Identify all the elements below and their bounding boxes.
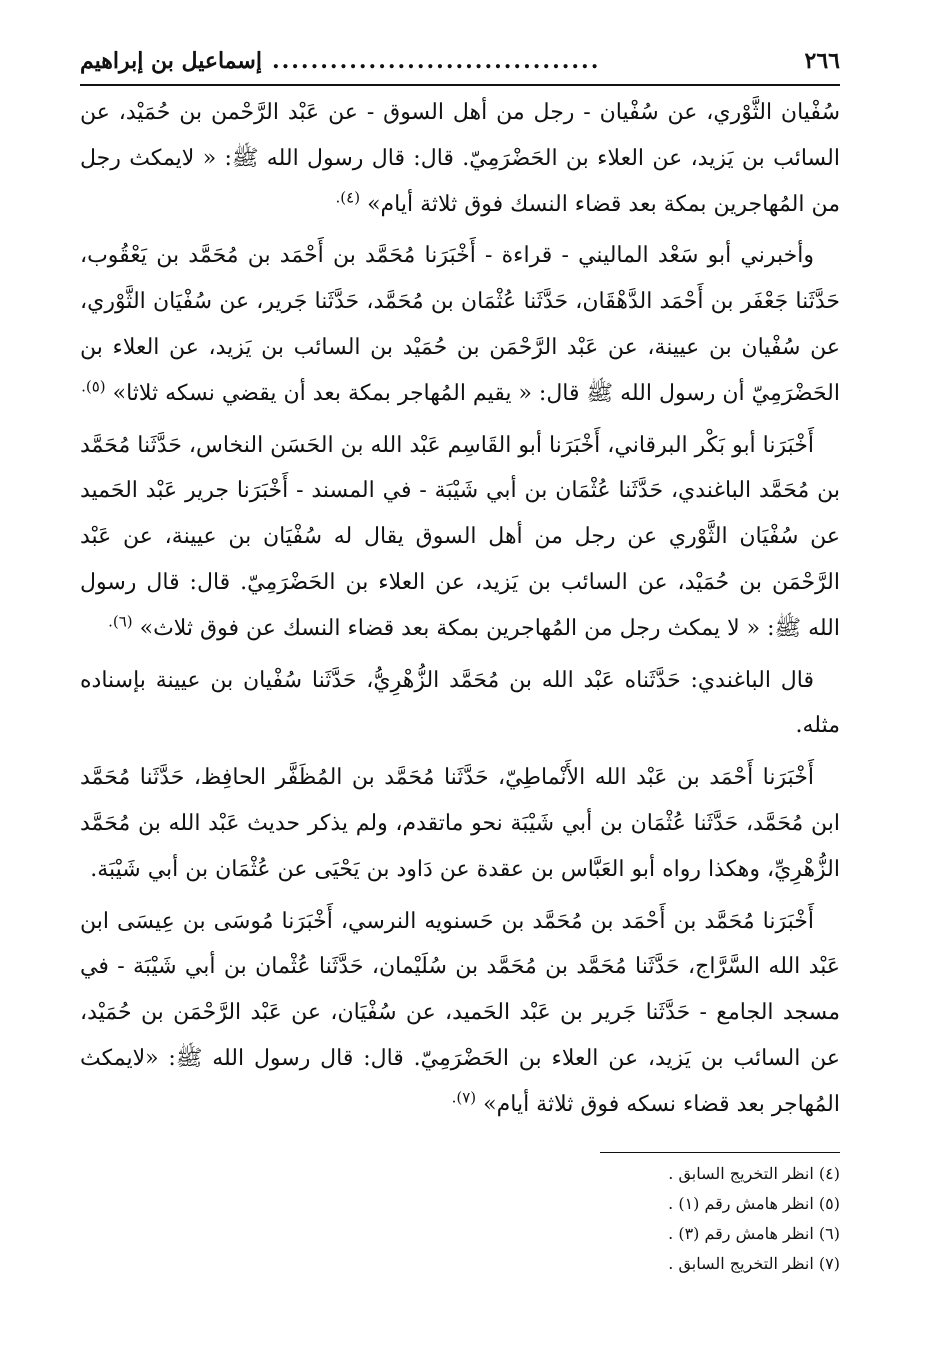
- paragraph-text: سُفْيان الثَّوْري، عن سُفْيان - رجل من أهل السوق - عن عَبْد الرَّحْمن بن حُمَيْد، عن السائب بن يَزيد، عن العلاء بن الحَضْرَمِيّ. قال: قال رسول الله ﷺ: « لايمكث رجل من المُهاجرين بمكة بعد قضاء النسك فوق ثلاثة أيام»: [80, 100, 840, 217]
- footnote-reference: (٥).: [81, 377, 106, 396]
- paragraph: [80, 90, 840, 227]
- footnote-item: (٦) انظر هامش رقم (٣) .: [668, 1223, 840, 1243]
- footnote-item: (٧) انظر التخريج السابق .: [668, 1253, 840, 1273]
- paragraph-text: أَخْبَرَنا أبو بَكْر البرقاني، أَخْبَرَنا أبو القَاسِم عَبْد الله بن الحَسَن النخاس، حَدَّثَنا مُحَمَّد بن مُحَمَّد الباغندي، حَدَّثَنا عُثْمَان بن أبي شَيْبَة - في المسند - أَخْبَرَنا جرير عَبْد الحَميد عن سُفْيَان الثَّوْري عن رجل من أهل السوق يقال له سُفْيَان بن عيينة، عن عَبْد الرَّحْمَن بن حُمَيْد، عن السائب بن يَزيد، عن العلاء بن الحَضْرَمِيّ. قال: قال رسول الله ﷺ: « لا يمكث رجل من المُهاجرين بمكة بعد قضاء النسك عن فوق ثلاث»: [80, 432, 840, 641]
- footnote-item: (٥) انظر هامش رقم (١) .: [668, 1193, 840, 1213]
- running-title: إسماعيل بن إبراهيم: [80, 48, 262, 74]
- footnote-reference: (٤).: [335, 188, 361, 207]
- footnote-item: (٤) انظر التخريج السابق .: [668, 1163, 840, 1183]
- paragraph: [80, 755, 840, 892]
- paragraph: [80, 233, 840, 416]
- footnote-reference: (٦).: [108, 612, 133, 631]
- paragraph: [80, 658, 840, 750]
- paragraph: [80, 899, 840, 1128]
- paragraph-text: قال الباغندي: حَدَّثَناه عَبْد الله بن مُحَمَّد الزُّهْرِيُّ، حَدَّثَنا سُفْيان بن عيينة بإسناده مثله.: [80, 667, 840, 739]
- footnote-separator: [600, 1152, 840, 1153]
- book-page: [80, 48, 840, 1279]
- page-number: ٢٦٦: [804, 48, 840, 74]
- body-text: [80, 90, 840, 1128]
- footnotes: [80, 1159, 840, 1279]
- paragraph-text: أَخْبَرَنا مُحَمَّد بن أَحْمَد بن مُحَمَّد بن حَسنويه النرسي، أَخْبَرَنا مُوسَى بن عِيسَى ابن عَبْد الله السَّرَّاج، حَدَّثَنا مُحَمَّد بن مُحَمَّد بن سُلَيْمان، حَدَّثَنا عُثْمان بن أبي شَيْبَة - في مسجد الجامع - حَدَّثَنا جَرير بن عَبْد الحَميد، عن سُفْيَان، عن عَبْد الرَّحْمَن بن حُمَيْد، عن السائب بن يَزيد، عن العلاء بن الحَضْرَمِيّ. قال: قال رسول الله ﷺ: «لايمكث المُهاجر بعد قضاء نسكه فوق ثلاثة أيام»: [80, 908, 840, 1117]
- page-header: [80, 48, 840, 86]
- footnote-reference: (٧).: [451, 1088, 477, 1107]
- header-dot-leader: ..................................: [271, 48, 601, 74]
- paragraph-text: أَخْبَرَنا أَحْمَد بن عَبْد الله الأَنْماطِيّ، حَدَّثَنا مُحَمَّد بن المُظَفَّر الحافِظ، حَدَّثَنا مُحَمَّد ابن مُحَمَّد، حَدَّثَنا عُثْمَان بن أبي شَيْبَة نحو ماتقدم، ولم يذكر حديث عَبْد الله بن مُحَمَّد الزُّهْرِيِّ، وهكذا رواه أبو العَبَّاس بن عقدة عن دَاود بن يَحْيَى عن عُثْمَان بن أبي شَيْبَة.: [80, 765, 840, 882]
- paragraph-text: وأخبرني أبو سَعْد الماليني - قراءة - أَخْبَرَنا مُحَمَّد بن أَحْمَد بن مُحَمَّد بن يَعْقُوب، حَدَّثَنا جَعْفَر بن أَحْمَد الدَّهْقَان، حَدَّثَنا عُثْمَان بن مُحَمَّد، حَدَّثَنا جَرير، عن سُفْيَان الثَّوْري، عن سُفْيان بن عيينة، عن عَبْد الرَّحْمَن بن حُمَيْد بن السائب بن يَزيد، عن العلاء بن الحَضْرَمِيّ أن رسول الله ﷺ قال: « يقيم المُهاجر بمكة بعد أن يقضي نسكه ثلاثا»: [80, 243, 840, 406]
- paragraph: [80, 423, 840, 652]
